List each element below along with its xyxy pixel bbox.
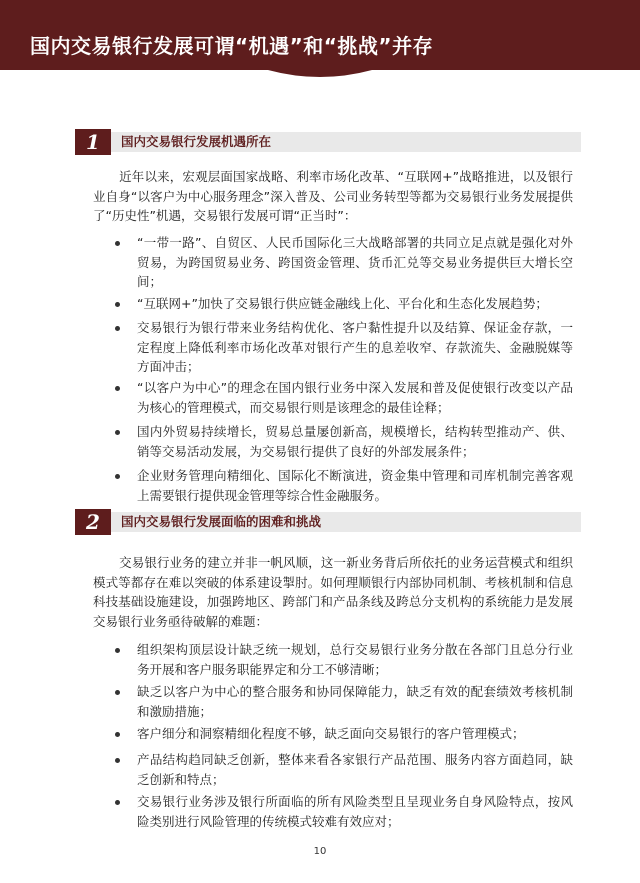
section-1-intro [93,167,573,226]
page-title: 国内交易银行发展可谓“机遇”和“挑战”并存 [30,34,434,58]
list-item-text: 国内外贸易持续增长，贸易总量屡创新高，规模增长，结构转型推动产、供、销等交易活动发展，为交易银行提供了良好的外部发展条件； [137,424,573,459]
bullet-icon [115,690,120,695]
bullet-icon [115,302,120,307]
list-item-text: 企业财务管理向精细化、国际化不断演进，资金集中管理和司库机制完善客观上需要银行提供现金管理等综合性金融服务。 [137,468,573,503]
bullet-icon [115,800,120,805]
bullet-icon [115,732,120,737]
section-2-intro [93,553,573,631]
list-item-text: 组织架构顶层设计缺乏统一规划，总行交易银行业务分散在各部门且总分行业务开展和客户服务职能界定和分工不够清晰； [137,642,573,677]
bullet-icon [115,648,120,653]
bullet-icon [115,474,120,479]
bullet-icon [115,430,120,435]
section-2-title: 国内交易银行发展面临的困难和挑战 [121,514,322,529]
section-2-header [75,509,575,535]
bullet-icon [115,326,120,331]
section-1-number: 1 [75,129,111,155]
section-2-number: 2 [75,509,111,535]
list-item-text: “一带一路”、自贸区、人民币国际化三大战略部署的共同立足点就是强化对外贸易，为跨国贸易业务、跨国资金管理、货币汇兑等交易业务提供巨大增长空间； [137,235,573,289]
list-item-text: 客户细分和洞察精细化程度不够，缺乏面向交易银行的客户管理模式； [137,726,525,741]
bullet-icon [115,758,120,763]
page-number: 10 [313,846,327,857]
bullet-icon [115,386,120,391]
list-item-text: 缺乏以客户为中心的整合服务和协同保障能力，缺乏有效的配套绩效考核机制和激励措施； [137,684,573,719]
section-1-intro-text: 近年以来，宏观层面国家战略、利率市场化改革、“互联网+”战略推进，以及银行业自身“以客户为中心服务理念”深入普及、公司业务转型等都为交易银行业务发展提供了“历史性”机遇，交易银行发展可谓“正当时”： [93,169,573,223]
section-1-header [75,129,575,155]
list-item-text: “互联网+”加快了交易银行供应链金融线上化、平台化和生态化发展趋势； [137,296,548,311]
bullet-icon [115,241,120,246]
list-item-text: 产品结构趋同缺乏创新，整体来看各家银行产品范围、服务内容方面趋同，缺乏创新和特点； [137,752,573,787]
list-item-text: 交易银行业务涉及银行所面临的所有风险类型且呈现业务自身风险特点，按风险类别进行风险管理的传统模式较难有效应对； [137,794,573,829]
section-1-title: 国内交易银行发展机遇所在 [121,134,272,149]
section-2-intro-text: 交易银行业务的建立并非一帆风顺，这一新业务背后所依托的业务运营模式和组织模式等都存在难以突破的体系建设掣肘。如何理顺银行内部协同机制、考核机制和信息科技基础设施建设，加强跨地区、跨部门和产品条线及跨总分支机构的系统能力是发展交易银行业务亟待破解的难题： [93,555,573,629]
header-banner [0,0,640,85]
list-item-text: “以客户为中心”的理念在国内银行业务中深入发展和普及促使银行改变以产品为核心的管理模式，而交易银行则是该理念的最佳诠释； [137,380,573,415]
list-item-text: 交易银行为银行带来业务结构优化、客户黏性提升以及结算、保证金存款，一定程度上降低利率市场化改革对银行产生的息差收窄、存款流失、金融脱媒等方面冲击； [137,320,573,374]
